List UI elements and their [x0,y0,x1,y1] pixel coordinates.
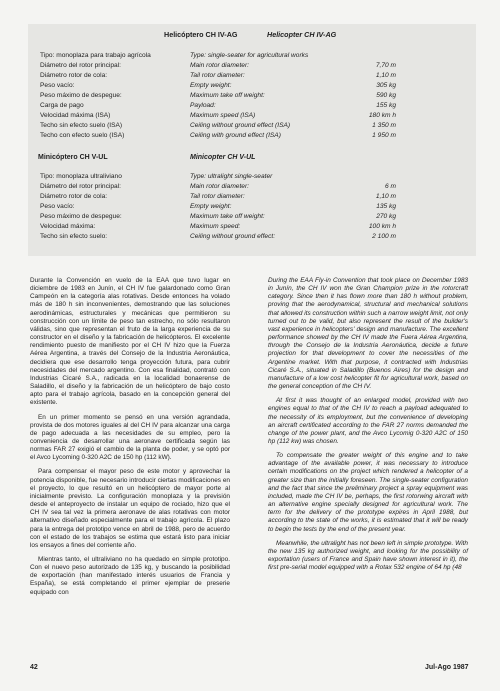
spec-row: Velocidad máxima (ISA) Maximum speed (ISA) 180 km h [40,112,396,119]
spec-title-en: Helicopter CH IV-AG [267,30,337,39]
spec-row: Peso vacío: Empty weight: 135 kg [40,203,396,210]
paragraph: Durante la Convención en vuelo de la EAA que tuvo lugar en diciembre de 1983 en Junín, el CH IV fue galardonado como Gran Campeón en la categoría alas rotativas. Desde entonces ha volado más de 180 h sin inconvenientes, demostrando que las soluciones aerodinámicas, estructurales y mecánicas que permitieron su construcción con un límite de peso tan estrecho, no sólo resultaron válidas, sino que representan el fruto de la larga experiencia de su constructor en el diseño y la fabricación de helicópteros. El excelente rendimiento puesto de manifiesto por el CH IV hizo que la Fuerza Aérea Argentina, a través del Consejo de la Industria Aeronáutica, decidiera que ese desarrollo tenga proyección futura, para cubrir necesidades del mercado argentino. Con esa finalidad, contrató con Industrias Cicaré S.A., radicada en la localidad bonaerense de Saladillo, el diseño y la fabricación de un helicóptero de bajo costo apto para el trabajo agrícola, basado en la concepción general del existente. [30,277,230,407]
spec-row: Diámetro rotor de cola: Tail rotor diameter: 1,10 m [40,72,396,79]
spec-row: Diámetro del rotor principal: Main rotor diameter: 6 m [40,183,396,190]
ultralight-spec-list [28,172,476,242]
spec-row: Velocidad máxima: Maximum speed: 100 km h [40,223,396,230]
spec-row: Peso vacío: Empty weight: 305 kg [40,82,396,89]
spec-row: Carga de pago Payload: 155 kg [40,102,396,109]
article-spanish [30,277,230,603]
paragraph: Meanwhile, the ultralight has not been left in simple prototype. With the new 135 kg authorized weight, and looking for the possibility of exportation (users of France and Spain have shown interest in it), the first pre-serial model equipped with a Rotax 532 engine of 64 hp (48 [268,539,468,572]
paragraph: During the EAA Fly-in Convention that took place on December 1983 in Junín, the CH IV won the Gran Champion prize in the rotorcraft category. Since then it has flown more than 180 h without problem, proving that the aerodynamical, structural and mechanical solutions that allowed its construction within such a narrow weight limit, not only turned out to be valid, but also represent the result of the builder's vast experience in helicopters' design and manufacture. The excellent performance showed by the CH IV made the Fuera Aérea Argentina, through the Consejo de la Industria Aeronáutica, decide a future projection for that development to cover the necessities of the Argentine market. With that purpose, it contracted with Industrias Cicaré S.A., situated in Saladillo (Buenos Aires) for the design and manufacture of a low cost helicopter fit for agricultural work, based on the general conception of the CH IV. [268,277,468,391]
paragraph: To compensate the greater weight of this engine and to take advantage of the available power, it was necessary to introduce certain modifications on the project which rendered a helicopter of a greater size than the initially foreseen. The single-seater configuration and the fact that since the preliminary project a spray equipment was included, made the CH IV be, perhaps, the first rotorwing aircraft with an alternative engine specially designed for agricultural work. The term for the delivery of the prototype expires in April 1988, but according to the state of the works, it is estimated that it will be ready to begin the tests by the end of the present year. [268,452,468,533]
spec-row: Techo sin efecto suelo (ISA) Ceiling without ground effect (ISA) 1 350 m [40,122,396,129]
paragraph: En un primer momento se pensó en una versión agrandada, provista de dos motores iguales al del CH IV para alcanzar una carga de pago adecuada a las necesidades de su empleo, pero la conveniencia de desarrollar una aeronave certificada según las normas FAR 27 exigió el cambio de la planta de poder, y se optó por el Avco Lycoming 0-320 A2C de 150 hp (112 kW). [30,413,230,462]
agricultural-spec-list [28,51,476,141]
spec-row: Tipo: monoplaza para trabajo agrícola Type: single-seater for agricultural works [40,52,309,59]
subhead-es: Minicóptero CH V-UL [38,154,108,161]
page-number: 42 [30,664,38,671]
subhead-en: Minicopter CH V-UL [190,154,256,161]
spec-row: Peso máximo de despegue: Maximum take off weight: 270 kg [40,213,396,220]
spec-row: Diámetro del rotor principal: Main rotor diameter: 7,70 m [40,62,396,69]
spec-row: Diámetro rotor de cola: Tail rotor diameter: 1,10 m [40,193,396,200]
spec-table [28,24,476,256]
spec-row: Techo con efecto suelo (ISA) Ceiling with ground effect (ISA) 1 950 m [40,132,396,139]
issue-date: Jul-Ago 1987 [425,664,469,671]
article-english [268,277,468,578]
paragraph: At first it was thought of an enlarged model, provided with two engines equal to that of the CH IV to reach a payload adequated to the necessity of its employment, but the convenience of developing an aircraft certificated according to the FAR 27 norms demanded the change of the power plant, and the Avco Lycomig 0-320 A2C of 150 hp (112 kw) was chosen. [268,397,468,445]
paragraph: Para compensar el mayor peso de este motor y aprovechar la potencia disponible, fue necesario introducir ciertas modificaciones en el proyecto, lo que resultó en un helicóptero de mayor porte al inicialmente previsto. La configuración monoplaza y la previsión desde el anteproyecto de instalar un equipo de rociado, hizo que el CH IV sea tal vez la primera aeronave de alas rotativas con motor alternativo diseñado especialmente para el trabajo agrícola. El plazo para la entrega del prototipo vence en abril de 1988, pero de acuerdo con el estado de los trabajos se estima que estará listo para iniciar los ensayos a fines del corriente año. [30,468,230,549]
spec-row: Techo sin efecto suelo: Ceiling without ground effect: 2 100 m [40,233,396,240]
spec-row: Tipo: monoplaza ultraliviano Type: ultralight single-seater [40,173,273,180]
spec-row: Peso máximo de despegue: Maximum take off weight: 590 kg [40,92,396,99]
spec-subheader [28,152,476,164]
paragraph: Mientras tanto, el ultraliviano no ha quedado en simple prototipo. Con el nuevo peso autorizado de 135 kg, y buscando la posibilidad de exportación (han manifestado interés usuarios de Francia y España), se está completando el primer ejemplar de preserie equipado con [30,556,230,596]
spec-title-es: Helicóptero CH IV-AG [164,30,238,39]
